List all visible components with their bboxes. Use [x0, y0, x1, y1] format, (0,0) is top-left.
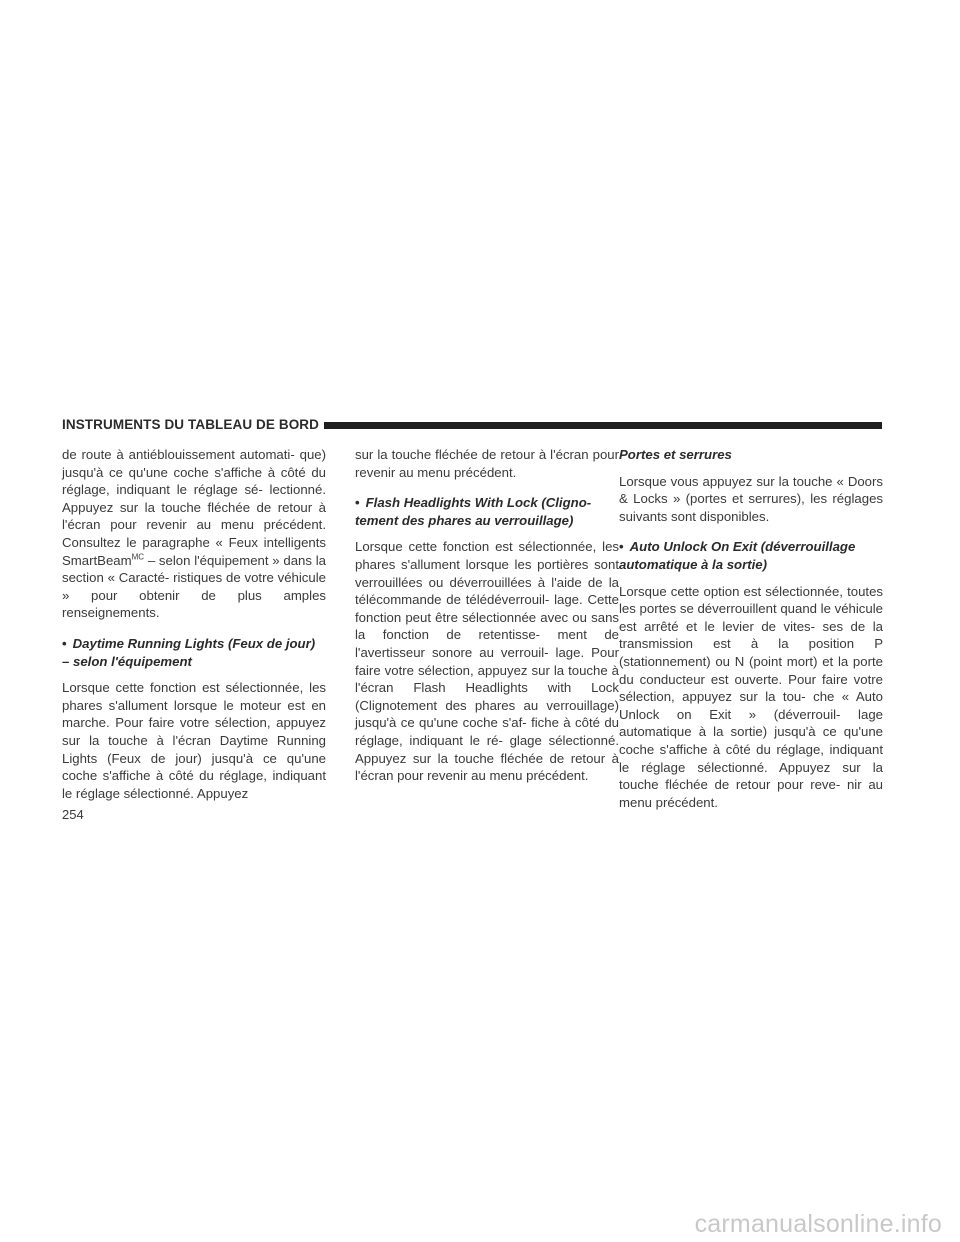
- header-rule: [324, 422, 882, 429]
- feature-heading: • Daytime Running Lights (Feux de jour) – selon l'équipement: [62, 635, 316, 669]
- page-number: 254: [62, 807, 84, 822]
- column-right: [619, 446, 883, 824]
- section-subheading: Portes et serrures: [619, 447, 732, 462]
- bullet-icon: •: [355, 495, 360, 511]
- paragraph: Lorsque cette fonction est sélectionnée, les phares s'allument lorsque le moteur est en marche. Pour faire votre sélection, appuyez sur la touche à l'écran Daytime Running Lights (Feux de jour) jusqu'à ce qu'une coche s'affiche à côté du réglage, indiquant le réglage sélectionné. Appuyez: [62, 680, 326, 801]
- bullet-icon: •: [619, 539, 624, 555]
- paragraph: Lorsque vous appuyez sur la touche « Doors & Locks » (portes et serrures), les réglages suivants sont disponibles.: [619, 473, 883, 524]
- paragraph: Lorsque cette option est sélectionnée, toutes les portes se déverrouillent quand le véhicule est arrêté et le levier de vites- ses de la transmission est à la position P (stationnement) ou N (point mort) et la porte du conducteur est ouverte. Pour faire votre sélection, appuyez sur la tou- che « Auto Unlock on Exit » (déverrouil- lage automatique à la sortie) jusqu'à ce qu'une coche s'affiche à côté du réglage, indiquant le réglage sélectionné. Appuyez sur la touche fléchée de retour pour reve- nir au menu précédent.: [619, 583, 883, 810]
- paragraph: Lorsque cette fonction est sélectionnée, les phares s'allument lorsque les portières sont verrouillées ou déverrouillées à l'aide de la télécommande de télédéverrouil- lage. Cette fonction peut être sélectionnée avec ou sans la fonction de retentisse- ment de l'avertisseur sonore au verrouil- lage. Pour faire votre sélection, appuyez sur la touche à l'écran Flash Headlights with Lock (Clignotement des phares au verrouillage) jusqu'à ce qu'une coche s'af- fiche à côté du réglage, indiquant le ré- glage sélectionné. Appuyez sur la touche fléchée de retour à l'écran pour revenir au menu précédent.: [355, 539, 619, 784]
- column-left: [62, 446, 326, 815]
- watermark: carmanualsonline.info: [694, 1210, 942, 1238]
- trademark-superscript: MC: [131, 552, 145, 562]
- section-title: INSTRUMENTS DU TABLEAU DE BORD: [62, 417, 319, 432]
- feature-heading: • Auto Unlock On Exit (déverrouillage automatique à la sortie): [619, 539, 856, 572]
- section-header: [62, 417, 882, 435]
- paragraph: sur la touche fléchée de retour à l'écran pour revenir au menu précédent.: [355, 447, 619, 480]
- column-middle: [355, 446, 619, 798]
- bullet-icon: •: [62, 635, 67, 651]
- feature-heading: • Flash Headlights With Lock (Cligno- tement des phares au verrouillage): [355, 495, 592, 528]
- paragraph: de route à antiéblouissement automati- que) jusqu'à ce qu'une coche s'affiche à côté du réglage, indiquant le réglage sé- lectionné. Appuyez sur la touche fléchée de retour à l'écran pour revenir au menu précédent. Consultez le paragraphe « Feux intelligents SmartBeam$^{MC}$ – selon l'équipement » dans la section « Caracté- ristiques de votre véhicule » pour obtenir de plus amples renseignements.: [62, 447, 326, 621]
